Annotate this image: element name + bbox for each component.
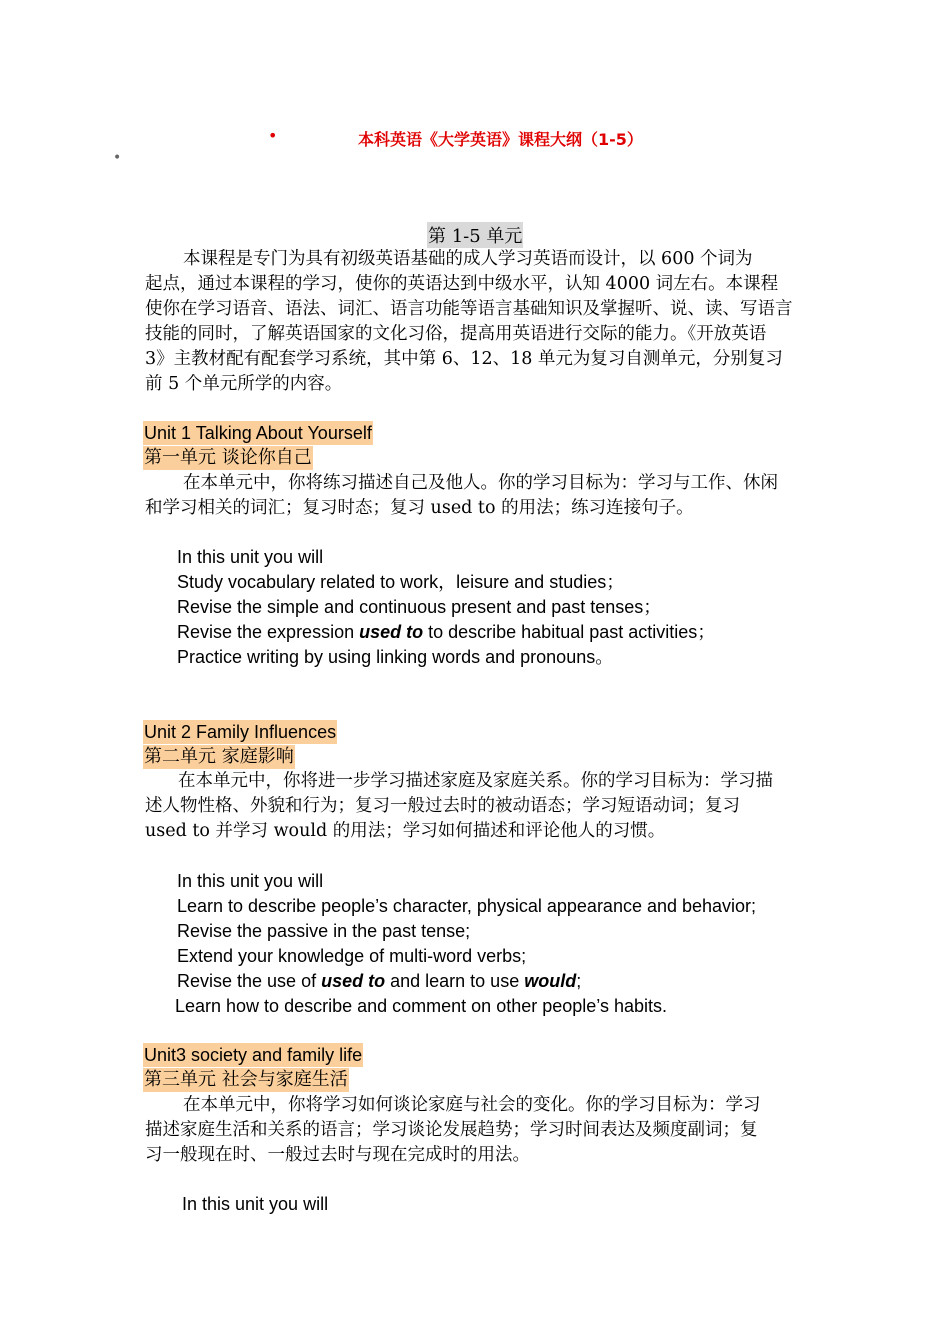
unit2-desc-line: 在本单元中，你将进一步学习描述家庭及家庭关系。你的学习目标为：学习描 [178, 771, 773, 791]
unit2-heading-en: Unit 2 Family Influences [144, 722, 337, 742]
unit3-description [145, 1093, 761, 1168]
unit2-description [145, 769, 773, 844]
unit2-heading-cn: 第二单元 家庭影响 [144, 746, 294, 767]
unit2-objective: Revise the use of used to and learn to use would; [177, 971, 582, 991]
intro-line: 3》主教材配有配套学习系统，其中第 6、12、18 单元为复习自测单元，分别复习 [145, 349, 783, 369]
intro-line: 本课程是专门为具有初级英语基础的成人学习英语而设计，以 600 个词为 [183, 249, 753, 269]
unit1-desc-line: 和学习相关的词汇；复习时态；复习 used to 的用法；练习连接句子。 [145, 498, 694, 518]
intro-line: 技能的同时，了解英语国家的文化习俗，提高用英语进行交际的能力。《开放英语 [145, 324, 767, 344]
unit2-objective: Extend your knowledge of multi-word verbs; [177, 946, 527, 966]
unit2-objective: Revise the passive in the past tense; [177, 921, 471, 941]
unit2-objectives-intro: In this unit you will [177, 871, 324, 891]
unit3-desc-line: 在本单元中，你将学习如何谈论家庭与社会的变化。你的学习目标为：学习 [183, 1095, 761, 1115]
unit3-heading-cn: 第三单元 社会与家庭生活 [144, 1069, 348, 1090]
unit1-objective: Revise the expression used to to describe habitual past activities； [177, 622, 716, 642]
unit2-objectives [177, 869, 756, 1019]
unit2-desc-line: 述人物性格、外貌和行为；复习一般过去时的被动语态；学习短语动词；复习 [145, 796, 740, 816]
unit1-objective: Study vocabulary related to work，leisure and studies； [177, 572, 625, 592]
unit3-heading-en: Unit3 society and family life [144, 1045, 363, 1065]
intro-line: 前 5 个单元所学的内容。 [145, 374, 343, 394]
unit1-objective: Revise the simple and continuous present and past tenses； [177, 597, 662, 617]
unit1-desc-line: 在本单元中，你将练习描述自己及他人。你的学习目标为：学习与工作、休闲 [183, 473, 778, 493]
intro-line: 使你在学习语音、语法、词汇、语言功能等语言基础知识及掌握听、说、读、写语言 [145, 299, 793, 319]
unit1-objective: Practice writing by using linking words and pronouns。 [177, 647, 614, 667]
unit2-objective: Learn to describe people’s character, physical appearance and behavior; [177, 896, 757, 916]
intro-line: 起点，通过本课程的学习，使你的英语达到中级水平，认知 4000 词左右。本课程 [145, 274, 779, 294]
title-bullet: • [268, 126, 278, 145]
unit1-objectives-intro: In this unit you will [177, 547, 324, 567]
unit3-objectives [182, 1192, 328, 1217]
unit3-objectives-intro: In this unit you will [182, 1194, 329, 1214]
unit1-heading-cn: 第一单元 谈论你自己 [144, 447, 312, 468]
unit3-desc-line: 描述家庭生活和关系的语言；学习谈论发展趋势；学习时间表达及频度副词；复 [145, 1120, 758, 1140]
empty-bullet: • [113, 150, 122, 166]
intro-paragraph [145, 247, 793, 397]
unit2-desc-line: used to 并学习 would 的用法；学习如何描述和评论他人的习惯。 [145, 821, 666, 841]
unit1-heading-en: Unit 1 Talking About Yourself [144, 423, 372, 443]
section-title: 第 1-5 单元 [427, 222, 523, 248]
unit1-description [145, 471, 778, 521]
unit3-desc-line: 习一般现在时、一般过去时与现在完成时的用法。 [145, 1145, 530, 1165]
unit2-objective: Learn how to describe and comment on other people’s habits. [175, 996, 667, 1016]
unit1-objectives [177, 545, 715, 670]
document-title: 本科英语《大学英语》课程大纲（1-5） [358, 130, 643, 149]
